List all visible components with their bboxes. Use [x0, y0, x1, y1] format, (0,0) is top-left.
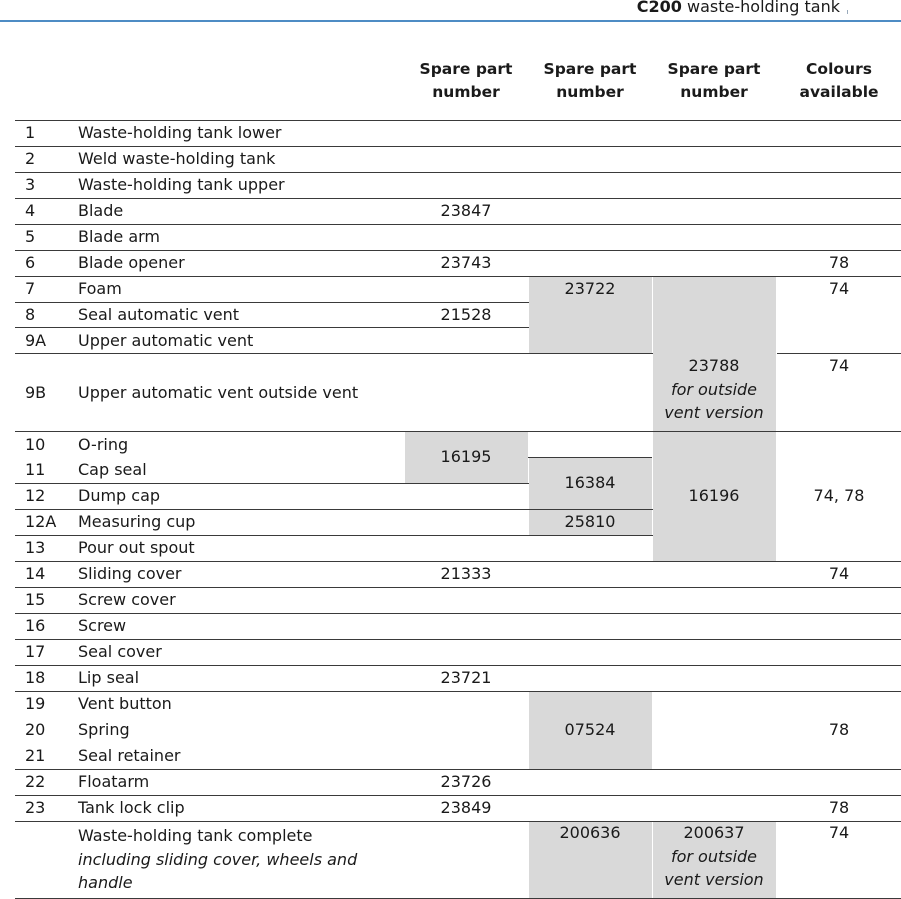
colours-value: 78: [828, 720, 850, 739]
table-rule: [15, 276, 901, 277]
row-description: Measuring cup: [78, 512, 196, 531]
spare-part-number: 200637: [683, 823, 745, 842]
column-header-line: Spare part: [419, 60, 513, 78]
table-rule: [15, 639, 901, 640]
row-description: Seal retainer: [78, 746, 181, 765]
row-description: Waste-holding tank lower: [78, 123, 282, 142]
colours-value: 74: [828, 279, 850, 298]
table-rule: [15, 198, 901, 199]
spare-part-number: 07524: [564, 720, 616, 739]
row-description: Blade: [78, 201, 124, 220]
row-number: 9A: [25, 331, 47, 350]
table-rule: [15, 691, 901, 692]
table-rule: [15, 665, 901, 666]
part-note: vent version: [664, 870, 764, 889]
spare-part-number: 16196: [688, 486, 740, 505]
row-description: Lip seal: [78, 668, 140, 687]
column-header-line: Colours: [806, 60, 872, 78]
column-header-colours: [777, 58, 901, 104]
row-description-note: including sliding cover, wheels and: [78, 849, 358, 869]
spare-part-number: 23722: [564, 279, 616, 298]
row-number: 13: [25, 538, 46, 557]
row-description: Sliding cover: [78, 564, 182, 583]
table-rule-partial: [15, 353, 653, 354]
row-description: Seal cover: [78, 642, 162, 661]
table-rule: [15, 795, 901, 796]
column-header-spare-part-1: [404, 58, 528, 104]
spare-part-number: 25810: [564, 512, 616, 531]
row-description: Blade opener: [78, 253, 185, 272]
table-rule-partial: [15, 535, 653, 536]
row-number: 5: [25, 227, 36, 246]
row-description: Tank lock clip: [78, 798, 185, 817]
model-name: C200: [636, 0, 682, 16]
spare-part-number: 23726: [440, 772, 492, 791]
table-rule-partial: [15, 509, 653, 510]
spare-part-outside-vent: [652, 354, 776, 425]
row-description: Vent button: [78, 694, 172, 713]
header-mark: [847, 10, 848, 14]
row-number: 7: [25, 279, 36, 298]
table-rule: [15, 613, 901, 614]
row-number: 2: [25, 149, 36, 168]
spare-part-number: 21333: [440, 564, 492, 583]
row-number: 9B: [25, 383, 47, 402]
row-description: Screw cover: [78, 590, 176, 609]
row-number: 12A: [25, 512, 57, 531]
colours-value: 78: [828, 798, 850, 817]
part-note: vent version: [664, 403, 764, 422]
row-number: 23: [25, 798, 46, 817]
row-description: Upper automatic vent: [78, 331, 254, 350]
row-number: 20: [25, 720, 46, 739]
spare-part-number: 23849: [440, 798, 492, 817]
row-description: Foam: [78, 279, 122, 298]
row-description: Waste-holding tank complete: [78, 826, 313, 845]
colours-value: 78: [828, 253, 850, 272]
spare-part-number: 23721: [440, 668, 492, 687]
row-description: Screw: [78, 616, 127, 635]
colours-value: 74, 78: [813, 486, 865, 505]
column-header-line: available: [799, 83, 879, 101]
row-number: 17: [25, 642, 46, 661]
column-header-spare-part-2: [528, 58, 652, 104]
column-header-line: Spare part: [543, 60, 637, 78]
table-rule: [15, 769, 901, 770]
spare-part-number: 23743: [440, 253, 492, 272]
row-description: Upper automatic vent outside vent: [78, 383, 359, 402]
row-number: 4: [25, 201, 36, 220]
spare-part-number: 23788: [688, 356, 740, 375]
row-description: Seal automatic vent: [78, 305, 240, 324]
table-rule: [15, 561, 901, 562]
spare-part-complete-outside-vent: [652, 821, 776, 892]
column-header-line: number: [432, 83, 500, 101]
table-rule-partial: [15, 483, 529, 484]
document-title: [637, 0, 840, 17]
row-number: 12: [25, 486, 46, 505]
row-description: Spring: [78, 720, 130, 739]
row-description: Cap seal: [78, 460, 147, 479]
row-number: 3: [25, 175, 36, 194]
row-description: Pour out spout: [78, 538, 195, 557]
row-description: Floatarm: [78, 772, 150, 791]
row-number: 22: [25, 772, 46, 791]
spare-part-number: 200636: [559, 823, 621, 842]
column-header-line: number: [680, 83, 748, 101]
row-number: 1: [25, 123, 36, 142]
column-header-line: Spare part: [667, 60, 761, 78]
row-description: Blade arm: [78, 227, 160, 246]
part-note: for outside: [670, 846, 758, 866]
table-rule: [15, 431, 901, 432]
row-description-note: handle: [78, 873, 133, 892]
spare-part-number: 21528: [440, 305, 492, 324]
table-rule: [15, 120, 901, 121]
complete-tank-description: [78, 824, 357, 895]
row-description: Waste-holding tank upper: [78, 175, 285, 194]
table-rule: [15, 250, 901, 251]
title-text: waste-holding tank: [687, 0, 840, 16]
table-rule-partial: [15, 327, 529, 328]
spare-part-number: 16195: [440, 447, 492, 466]
table-rule: [15, 587, 901, 588]
row-description: Dump cap: [78, 486, 161, 505]
spare-part-number: 23847: [440, 201, 492, 220]
colours-value: 74: [828, 356, 850, 375]
table-rule: [15, 146, 901, 147]
part-note: for outside: [670, 379, 758, 399]
row-number: 18: [25, 668, 46, 687]
row-number: 6: [25, 253, 36, 272]
column-header-spare-part-3: [652, 58, 776, 104]
table-rule-partial: [777, 353, 901, 354]
colours-value: 74: [828, 564, 850, 583]
row-number: 16: [25, 616, 46, 635]
column-header-line: number: [556, 83, 624, 101]
table-rule-partial: [15, 302, 529, 303]
spare-part-number: 16384: [564, 473, 616, 492]
row-number: 21: [25, 746, 46, 765]
row-number: 8: [25, 305, 36, 324]
colours-value: 74: [828, 823, 850, 842]
row-number: 15: [25, 590, 46, 609]
row-description: O-ring: [78, 435, 129, 454]
table-rule: [15, 172, 901, 173]
table-rule: [15, 224, 901, 225]
row-description: Weld waste-holding tank: [78, 149, 276, 168]
row-number: 19: [25, 694, 46, 713]
row-number: 11: [25, 460, 46, 479]
header-rule: [0, 20, 901, 22]
table-rule-partial: [528, 457, 652, 458]
row-number: 10: [25, 435, 46, 454]
row-number: 14: [25, 564, 46, 583]
